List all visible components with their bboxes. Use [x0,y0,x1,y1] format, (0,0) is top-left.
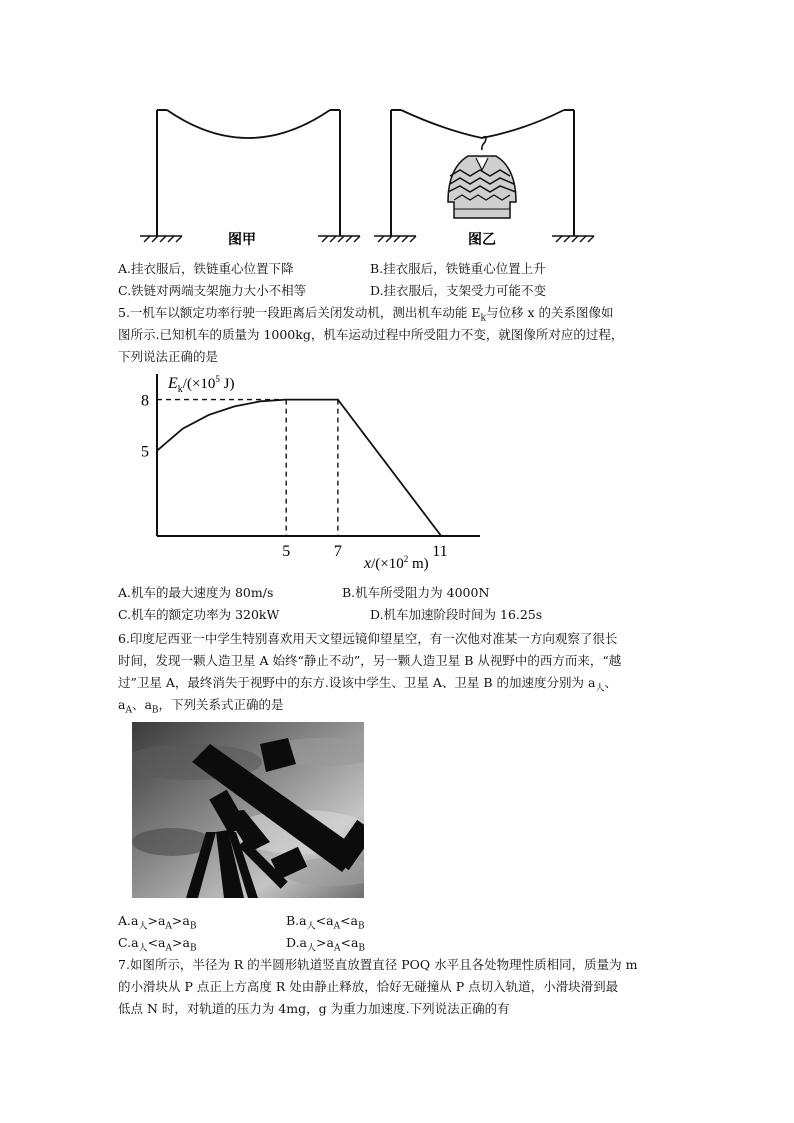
q5-stem-line2: 图所示.已知机车的质量为 1000kg，机车运动过程中所受阻力不变，就图像所对应的过程， [118,327,624,342]
y-tick-label: 8 [141,392,149,410]
x-tick-label: 7 [333,543,342,560]
x-axis-label: $x/(\times 10^2$ m) [364,554,429,572]
figure-jia [130,96,370,256]
figure-yi-label: 图乙 [468,233,496,248]
y-tick-label: 5 [141,443,149,461]
q7-stem-line3: 低点 N 时，对轨道的压力为 4mg，g 为重力加速度.下列说法正确的有 [118,1001,510,1016]
q6-option-d: $D.a_人>a_A<a_B$ [286,935,366,954]
q4-option-b: B.挂衣服后，铁链重心位置上升 [370,261,546,276]
q6-stem-line1: 6.印度尼西亚一中学生特别喜欢用天文望远镜仰望星空，有一次他对准某一方向观察了很长 [118,631,618,646]
ek-curve [157,400,441,536]
q5-stem-line1: 5.一机车以额定功率行驶一段距离后关闭发动机，测出机车动能 $E_k$与位移 x 的关系图像如 [118,305,614,324]
q6-option-c: $C.a_人<a_A>a_B$ [118,935,197,954]
q5-option-a: A.机车的最大速度为 80m/s [118,585,274,600]
q4-option-a: A.挂衣服后，铁链重心位置下降 [118,261,294,276]
q6-stem-line2: 时间，发现一颗人造卫星 A 始终“静止不动”，另一颗人造卫星 B 从视野中的西方而来，“越 [118,653,622,668]
x-tick-label: 5 [282,543,291,560]
q4-option-c: C.铁链对两端支架施力大小不相等 [118,283,307,298]
q5-option-c: C.机车的额定功率为 320kW [118,607,280,622]
q5-option-b: B.机车所受阻力为 4000N [342,585,490,600]
ek-x-chart [130,366,490,576]
q4-option-d: D.挂衣服后，支架受力可能不变 [370,283,547,298]
telescope-photo [132,722,364,898]
q7-stem-line2: 的小滑块从 P 点正上方高度 R 处由静止释放，恰好无碰撞从 P 点切入轨道，小滑块滑到最 [118,979,619,994]
q6-option-a: $A.a_人>a_A>a_B$ [118,913,197,932]
q7-stem-line1: 7.如图所示，半径为 R 的半圆形轨道竖直放置直径 POQ 水平且各处物理性质相同，质量为 m [118,957,638,972]
q5-stem-line3: 下列说法正确的是 [118,349,219,364]
sweater-icon [448,156,516,218]
x-tick-label: 11 [432,543,448,560]
y-axis-label: $E_k/(\times 10^5$ J) [168,374,235,395]
q6-option-b: $B.a_人<a_A<a_B$ [286,913,365,932]
q5-option-d: D.机车加速阶段时间为 16.25s [370,607,543,622]
q6-stem-line3: 过”卫星 A，最终消失于视野中的东方.设该中学生、卫星 A、卫星 B 的加速度分别为 $a_人$、 [118,675,617,694]
figure-yi [364,96,604,256]
q6-stem-line4: $a_A$、$a_B$，下列关系式正确的是 [118,697,284,716]
figure-jia-label: 图甲 [228,233,256,248]
